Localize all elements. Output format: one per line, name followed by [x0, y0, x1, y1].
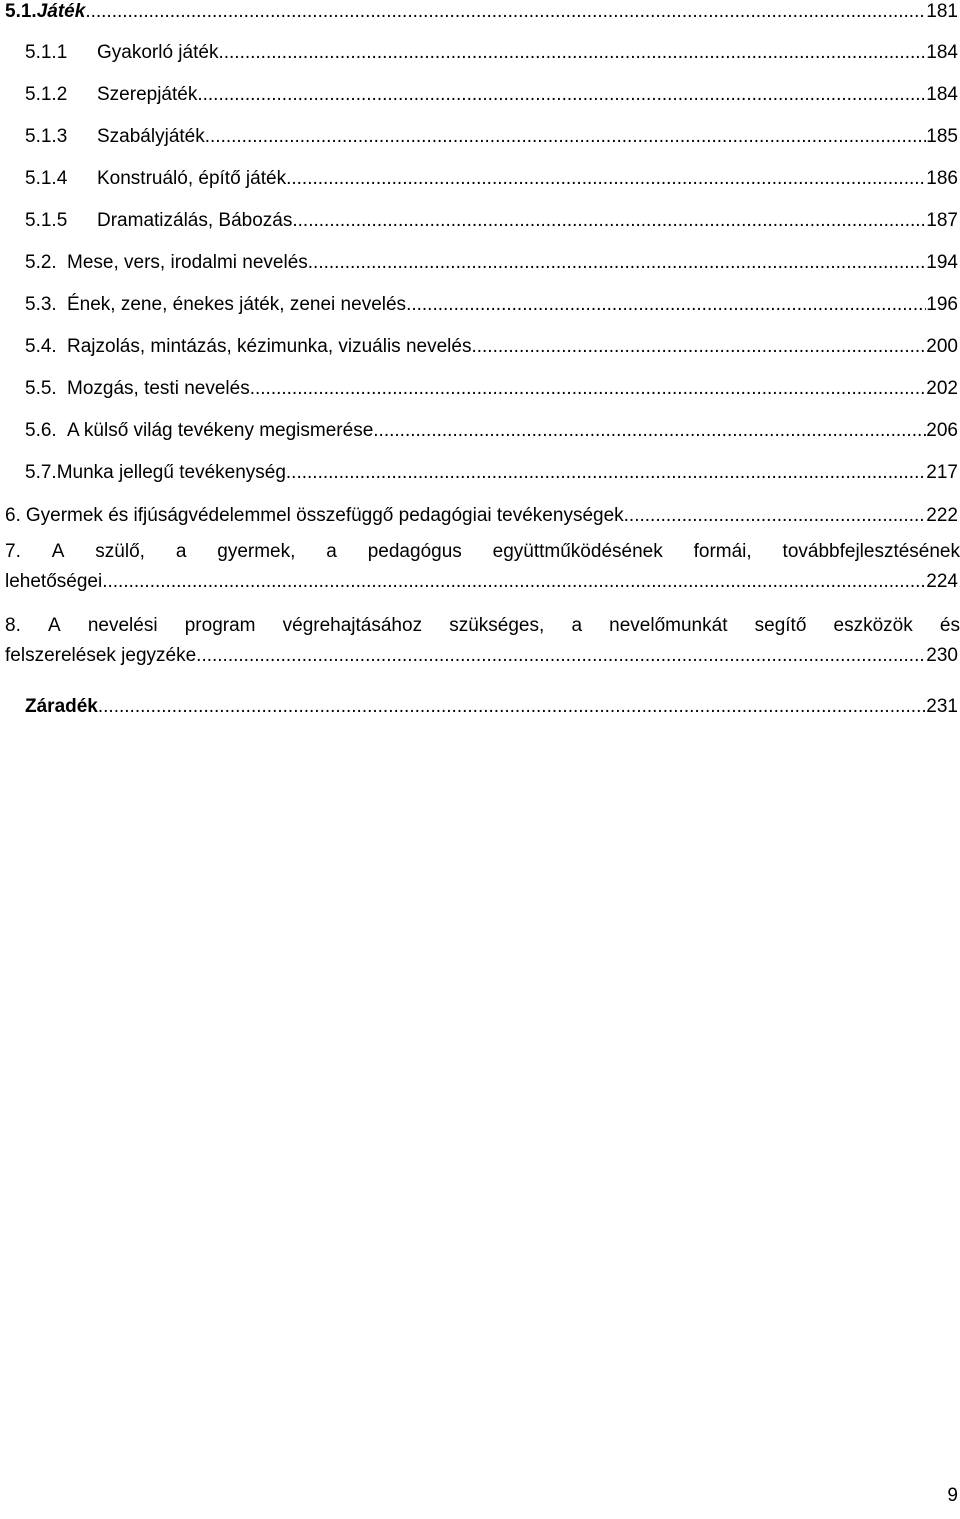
- toc-entry-number: 5.1.: [5, 1, 37, 22]
- toc-leader-dots: [250, 378, 927, 400]
- toc-entry-title-line-2: [5, 641, 958, 671]
- toc-entry-title: felszerelések jegyzéke.: [5, 645, 202, 666]
- toc-word: 7.: [5, 541, 21, 562]
- toc-leader-dots: [286, 168, 926, 190]
- toc-entry-number: 5.1.5: [25, 210, 68, 231]
- toc-word: végrehajtásához: [282, 615, 423, 636]
- toc-entry-title: lehetőségei: [5, 571, 103, 592]
- toc-word: és: [939, 615, 960, 636]
- toc-entry-7[interactable]: [5, 537, 960, 597]
- toc-leader-dots: [98, 696, 926, 718]
- toc-entry-title: A külső világ tevékeny megismerése: [67, 420, 374, 441]
- toc-word: továbbfejlesztésének: [782, 541, 960, 562]
- toc-entry-5-7[interactable]: [25, 454, 958, 484]
- toc-word: 8.: [5, 615, 21, 636]
- toc-entry-page: 206: [926, 420, 958, 441]
- toc-entry-5-1-2[interactable]: [25, 76, 958, 106]
- toc-entry-title: Szerepjáték: [97, 84, 198, 105]
- toc-entry-page: 186: [926, 168, 958, 189]
- toc-entry-page: 224: [926, 571, 958, 592]
- toc-word: a: [175, 541, 187, 562]
- toc-leader-dots: [292, 210, 926, 232]
- toc-entry-title-line-1: [5, 537, 960, 567]
- toc-entry-title: Gyermek és ifjúságvédelemmel összefüggő pedagógiai tevékenységek: [25, 505, 624, 526]
- toc-entry-5-1-1[interactable]: [25, 34, 958, 64]
- toc-word: A: [48, 615, 61, 636]
- toc-leader-dots: [102, 567, 926, 597]
- page-number: 9: [947, 1485, 958, 1506]
- toc-word: gyermek,: [217, 541, 296, 562]
- toc-leader-dots: [85, 1, 926, 23]
- toc-entry-page: 187: [926, 210, 958, 231]
- toc-entry-number: 6.: [5, 505, 21, 526]
- toc-leader-dots: [406, 294, 926, 316]
- toc-entry-5-4[interactable]: [25, 328, 958, 358]
- toc-entry-number: 5.1.2: [25, 84, 68, 105]
- toc-entry-5-1-5[interactable]: [25, 202, 958, 232]
- toc-entry-5-1-4[interactable]: [25, 160, 958, 190]
- toc-word: együttműködésének: [492, 541, 663, 562]
- toc-entry-title: Rajzolás, mintázás, kézimunka, vizuális nevelés: [67, 336, 472, 357]
- toc-entry-number: 5.1.4: [25, 168, 68, 189]
- toc-entry-page: 196: [926, 294, 958, 315]
- toc-entry-page: 184: [926, 42, 958, 63]
- toc-entry-page: 184: [926, 84, 958, 105]
- toc-entry-title-line-1: [5, 611, 960, 641]
- toc-entry-5-2[interactable]: [25, 244, 958, 274]
- toc-word: a: [571, 615, 583, 636]
- toc-entry-page: 230: [926, 645, 958, 666]
- toc-entry-page: 217: [926, 462, 958, 483]
- toc-entry-title: Ének, zene, énekes játék, zenei nevelés: [67, 294, 407, 315]
- toc-entry-page: 222: [926, 505, 958, 526]
- toc-word: eszközök: [833, 615, 913, 636]
- toc-entry-page: 231: [926, 696, 958, 717]
- toc-word: a: [326, 541, 337, 562]
- toc-entry-number: 5.1.3: [25, 126, 68, 147]
- toc-leader-dots: [197, 84, 926, 106]
- toc-leader-dots: [286, 462, 926, 484]
- toc-word: segítő: [754, 615, 807, 636]
- toc-entry-8[interactable]: [5, 611, 960, 671]
- toc-entry-6[interactable]: [5, 497, 958, 527]
- toc-entry-number: 5.4.: [25, 336, 57, 357]
- toc-entry-5-1[interactable]: [5, 0, 958, 23]
- toc-entry-title: Konstruáló, építő játék: [97, 168, 287, 189]
- toc-entry-number: 5.1.1: [25, 42, 68, 63]
- toc-entry-title: Mese, vers, irodalmi nevelés: [67, 252, 308, 273]
- toc-entry-title: Szabályjáték: [97, 126, 205, 147]
- toc-leader-dots: [471, 336, 926, 358]
- toc-word: formái,: [693, 541, 752, 562]
- toc-entry-page: 194: [926, 252, 958, 273]
- toc-entry-number: 5.6.: [25, 420, 57, 441]
- toc-entry-title: Záradék: [25, 696, 98, 717]
- toc-entry-title: Dramatizálás, Bábozás: [97, 210, 293, 231]
- toc-entry-5-5[interactable]: [25, 370, 958, 400]
- toc-word: nevelőmunkát: [609, 615, 728, 636]
- toc-entry-number: 5.3.: [25, 294, 57, 315]
- toc-entry-title: Gyakorló játék: [97, 42, 219, 63]
- toc-entry-5-6[interactable]: [25, 412, 958, 442]
- toc-entry-title: Játék: [36, 1, 86, 22]
- toc-entry-number: 5.2.: [25, 252, 57, 273]
- toc-leader-dots: [624, 505, 927, 527]
- toc-entry-page: 202: [926, 378, 958, 399]
- toc-leader-dots: [218, 42, 926, 64]
- toc-entry-title: Mozgás, testi nevelés: [67, 378, 250, 399]
- toc-leader-dots: [308, 252, 927, 274]
- toc-entry-number: 5.7.: [25, 462, 57, 483]
- toc-entry-title: Munka jellegű tevékenység: [56, 462, 286, 483]
- toc-word: A: [51, 541, 65, 562]
- toc-leader-dots: [201, 641, 926, 671]
- toc-entry-number: 5.5.: [25, 378, 57, 399]
- toc-word: szükséges,: [449, 615, 545, 636]
- toc-entry-page: 185: [926, 126, 958, 147]
- toc-entry-5-1-3[interactable]: [25, 118, 958, 148]
- toc-word: program: [184, 615, 256, 636]
- toc-leader-dots: [205, 126, 927, 148]
- toc-word: pedagógus: [367, 541, 462, 562]
- toc-entry-page: 181: [926, 1, 958, 22]
- toc-entry-page: 200: [926, 336, 958, 357]
- toc-entry-title-line-2: [5, 567, 958, 597]
- toc-word: nevelési: [87, 615, 158, 636]
- toc-entry-zaradek[interactable]: [25, 688, 958, 718]
- toc-entry-5-3[interactable]: [25, 286, 958, 316]
- toc-leader-dots: [373, 420, 926, 442]
- toc-word: szülő,: [95, 541, 145, 562]
